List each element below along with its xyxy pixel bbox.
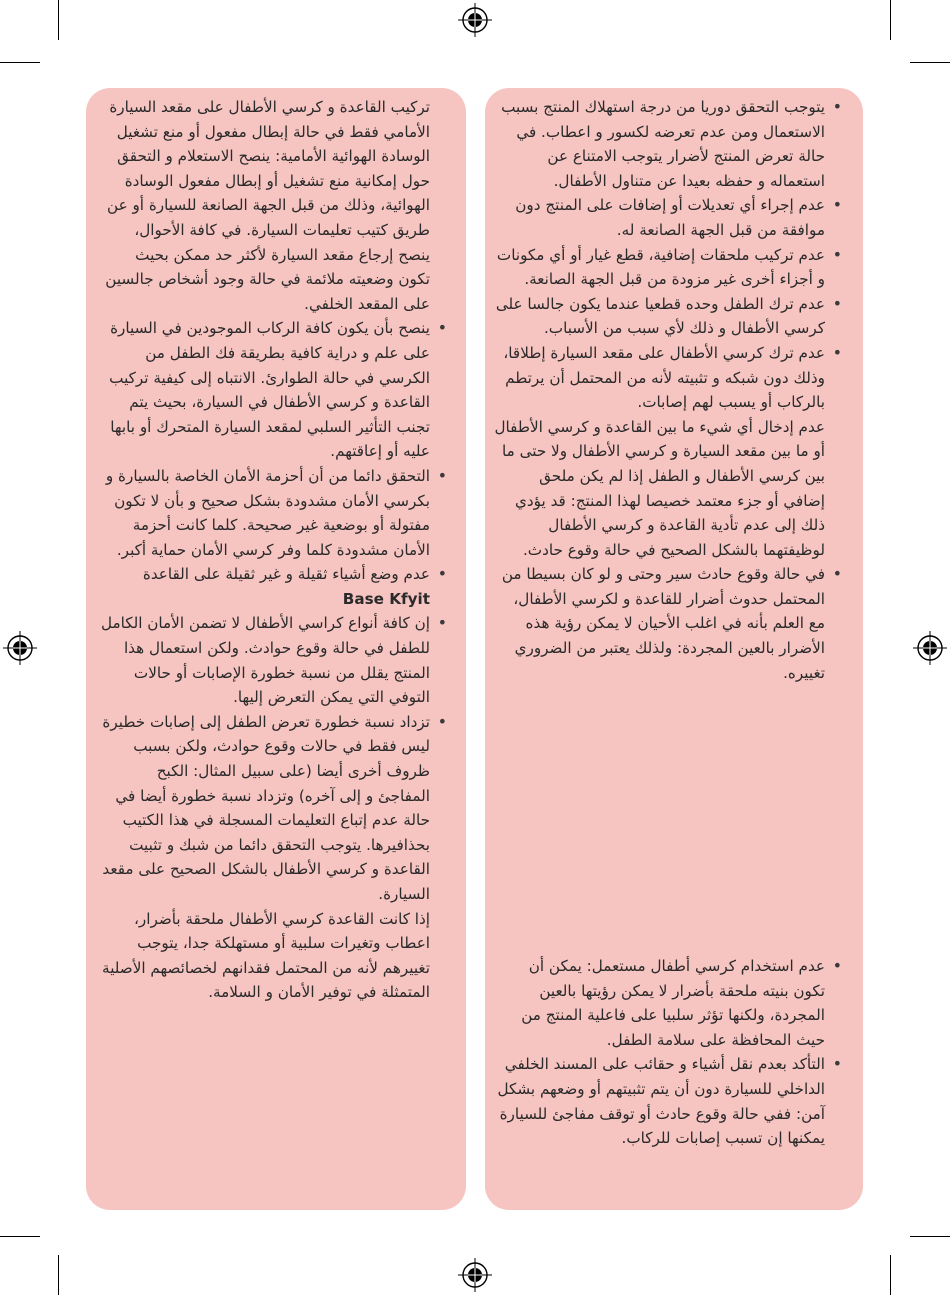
- registration-mark-icon: [913, 631, 947, 665]
- list-item: • عدم ترك كرسي الأطفال على مقعد السيارة إطلاقا، وذلك دون شبكه و تثبيته لأنه من المحتمل أن يرتطم بالركاب أو يسبب لهم إصابات.: [493, 341, 845, 415]
- list-item: • عدم إجراء أي تعديلات أو إضافات على المنتج دون موافقة من قبل الجهة الصانعة له.: [493, 193, 845, 242]
- registration-mark-icon: [458, 1258, 492, 1292]
- crop-mark: [58, 1255, 59, 1295]
- left-warning-panel: [86, 88, 466, 1210]
- list-item: [100, 562, 450, 611]
- list-item: • يتوجب التحقق دوريا من درجة استهلاك المنتج بسبب الاستعمال ومن عدم تعرضه لكسور و اعطاب. في حالة تعرض المنتج لأضرار يتوجب الامتناع عن استعماله و حفظه بعيدا عن متناول الأطفال.: [493, 95, 845, 193]
- list-item: • التأكد بعدم نقل أشياء و حقائب على المسند الخلفي الداخلي للسيارة دون أن يتم تثبيتهم أو وضعهم بشكل آمن: ففي حالة وقوع حادث أو توقف مفاجئ للسيارة يمكنها إن تسبب إصابات للركاب.: [493, 1052, 845, 1150]
- product-name: Base Kfyit: [342, 589, 430, 608]
- list-item-continuation: إذا كانت القاعدة كرسي الأطفال ملحقة بأضرار، اعطاب وتغيرات سلبية أو مستهلكة جدا، يتوجب تغييرهم لأنه من المحتمل فقدانهم لخصائصهم الأصلية المتمثلة في توفير الأمان و السلامة.: [102, 909, 430, 1002]
- crop-mark: [0, 62, 40, 63]
- crop-mark: [58, 0, 59, 40]
- registration-mark-icon: [3, 631, 37, 665]
- crop-mark: [910, 1236, 950, 1237]
- list-item: • في حالة وقوع حادث سير وحتى و لو كان بسيطا من المحتمل حدوث أضرار للقاعدة و لكرسي الأطفال، مع العلم بأنه في اغلب الأحيان لا يمكن رؤية هذه الأضرار بالعين المجردة: ولذلك يعتبر من الضروري تغييره.: [493, 562, 845, 685]
- list-item: • التحقق دائما من أن أحزمة الأمان الخاصة بالسيارة و بكرسي الأمان مشدودة بشكل صحيح و بأن لا تكون مفتولة أو بوضعية غير صحيحة. كلما كانت أحزمة الأمان مشدودة كلما وفر كرسي الأمان حماية أكبر.: [100, 464, 450, 562]
- right-bullet-list-top: [493, 95, 845, 685]
- list-item: • إن كافة أنواع كراسي الأطفال لا تضمن الأمان الكامل للطفل في حالة وقوع حوادث. ولكن استعمال هذا المنتج يقلل من نسبة خطورة الإصابات أو حالات التوفي التي يمكن التعرض إليها.: [100, 611, 450, 709]
- list-item-text: عدم وضع أشياء ثقيلة و غير ثقيلة على القاعدة: [142, 565, 430, 584]
- crop-mark: [0, 1236, 40, 1237]
- list-item: • ينصح بأن يكون كافة الركاب الموجودين في السيارة على علم و دراية كافية بطريقة فك الطفل من الكرسي في حالة الطوارئ. الانتباه إلى كيفية تركيب القاعدة و كرسي الأطفال في السيارة، بحيث يتم تجنب التأثير السلبي لمقعد السيارة المتحرك أو بابها عليه أو إعاقتهم.: [100, 316, 450, 464]
- list-item: • عدم ترك الطفل وحده قطعيا عندما يكون جالسا على كرسي الأطفال و ذلك لأي سبب من الأسباب.: [493, 292, 845, 341]
- left-bullet-list: [100, 316, 450, 1005]
- intro-paragraph: تركيب القاعدة و كرسي الأطفال على مقعد السيارة الأمامي فقط في حالة إبطال مفعول أو منع تشغيل الوسادة الهوائية الأمامية: ينصح الاستعلام و التحقق حول إمكانية منع تشغيل أو إبطال مفعول الوسادة الهوائية، وذلك من قبل الجهة الصانعة للسيارة أو عن طريق كتيب تعليمات السيارة. في كافة الأحوال، ينصح إرجاع مقعد السيارة لأكثر حد ممكن بحيث تكون وضعيته ملائمة في حالة وجود أشخاص جالسين على المقعد الخلفي.: [105, 98, 430, 313]
- list-item-continuation: عدم إدخال أي شيء ما بين القاعدة و كرسي الأطفال أو ما بين مقعد السيارة و كرسي الأطفال ولا حتى ما بين كرسي الأطفال و الطفل إذا لم يكن ملحق إضافي أو جزء معتمد خصيصا لهذا المنتج: قد يؤدي ذلك إلى عدم تأدية القاعدة و كرسي الأطفال لوظيفتهما بالشكل الصحيح في حالة وقوع حادث.: [494, 417, 825, 559]
- right-warning-panel: [485, 88, 863, 1210]
- list-item: • عدم تركيب ملحقات إضافية، قطع غيار أو أي مكونات و أجزاء أخرى غير مزودة من قبل الجهة الصانعة.: [493, 243, 845, 292]
- right-bullet-list-bottom: [493, 954, 845, 1151]
- crop-mark: [890, 1255, 891, 1295]
- crop-mark: [910, 62, 950, 63]
- crop-mark: [890, 0, 891, 40]
- registration-mark-icon: [458, 3, 492, 37]
- list-item: • تزداد نسبة خطورة تعرض الطفل إلى إصابات خطيرة ليس فقط في حالات وقوع حوادث، ولكن بسبب ظروف أخرى أيضا (على سبيل المثال: الكبح المفاجئ و إلى آخره) وتزداد نسبة خطورة أيضا في حالة عدم إتباع التعليمات المسجلة في هذا الكتيب بحذافيرها. يتوجب التحقق دائما من شبك و تثبيت القاعدة و كرسي الأطفال بالشكل الصحيح على مقعد السيارة.: [100, 710, 450, 907]
- list-item: • عدم استخدام كرسي أطفال مستعمل: يمكن أن تكون بنيته ملحقة بأضرار لا يمكن رؤيتها بالعين المجردة، ولكنها تؤثر سلبيا على فاعلية المنتج من حيث المحافظة على سلامة الطفل.: [493, 954, 845, 1052]
